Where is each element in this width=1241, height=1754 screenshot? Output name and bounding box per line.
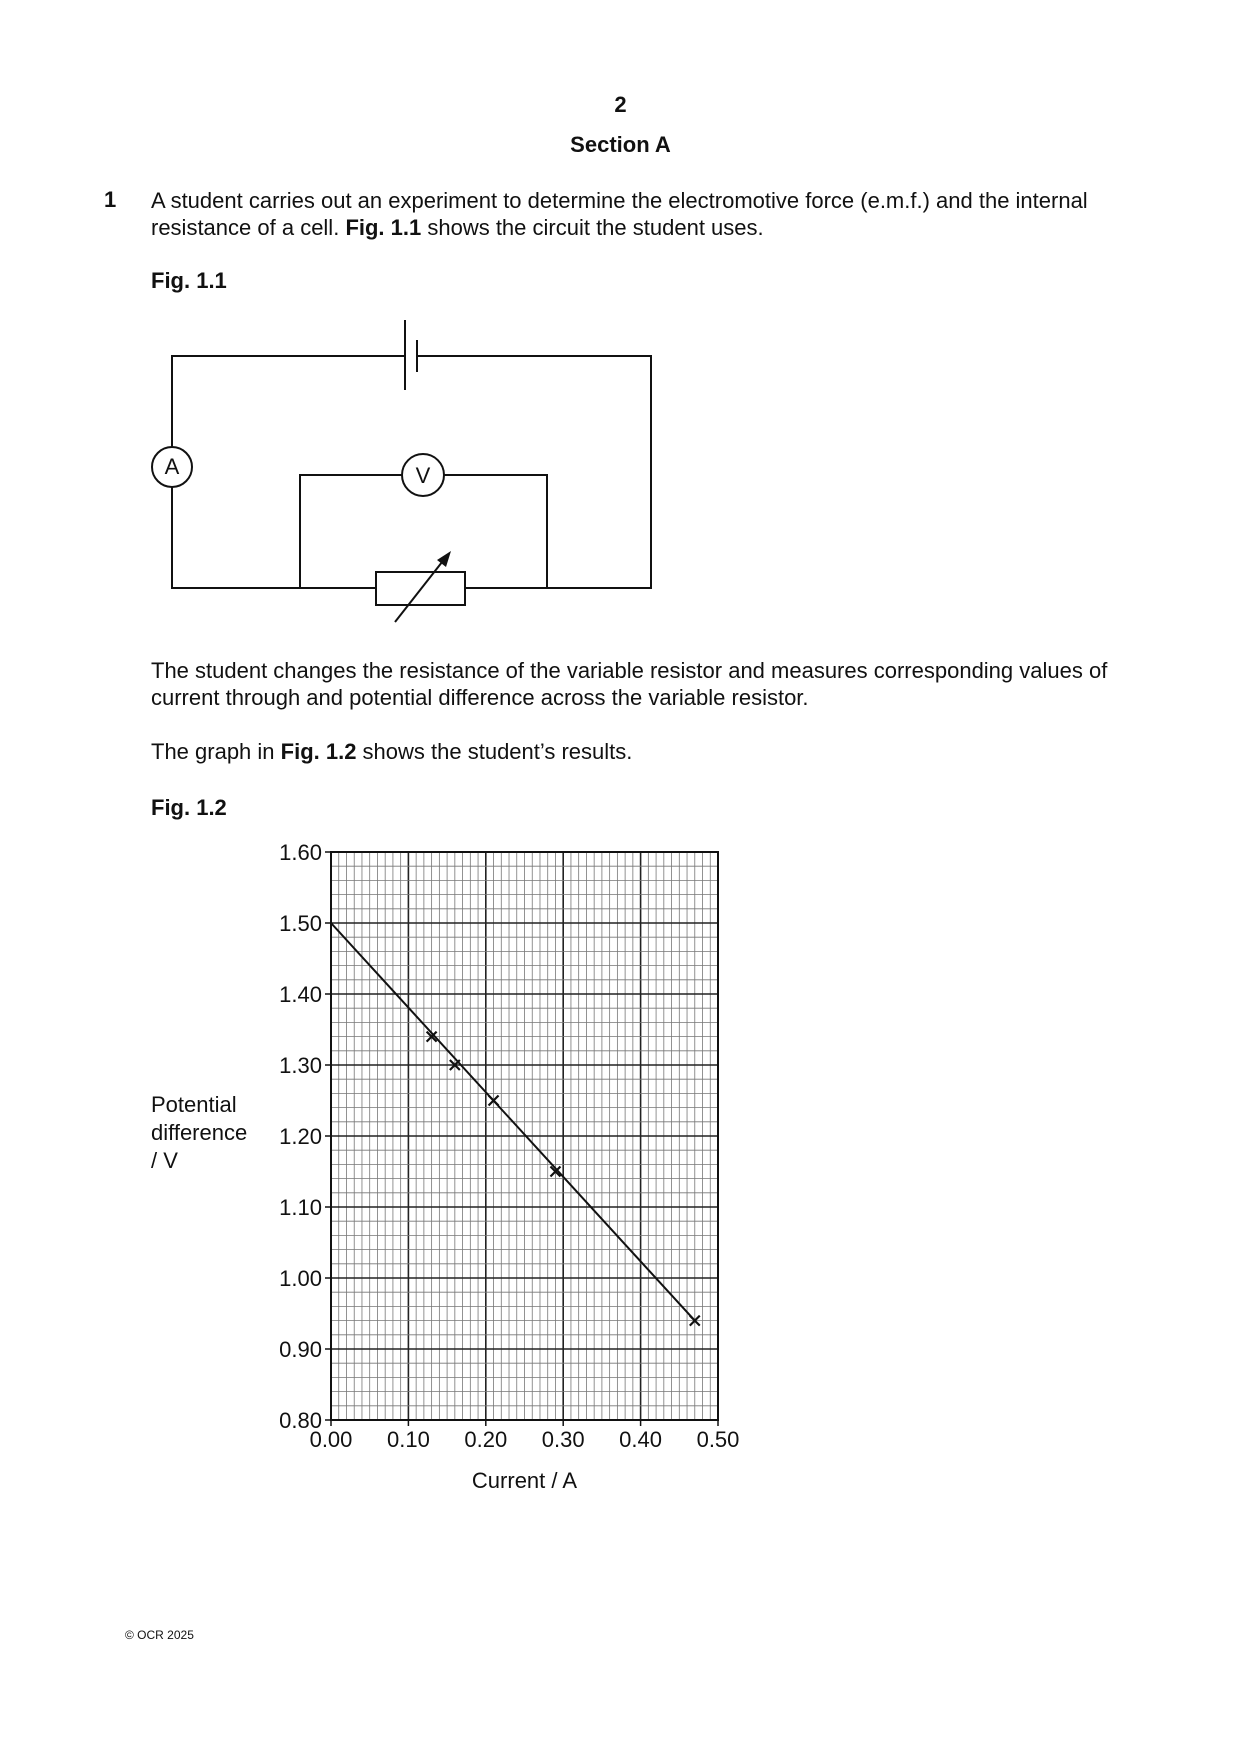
x-tick-label: 0.20	[464, 1427, 508, 1452]
variable-resistor-arrow-line	[395, 557, 446, 622]
y-axis-label-line: / V	[151, 1148, 178, 1173]
x-tick-label: 0.50	[696, 1427, 740, 1452]
y-tick-label: 1.60	[279, 840, 322, 865]
graph-intro-text-1: The graph in	[151, 739, 281, 764]
y-tick-label: 1.50	[279, 911, 322, 936]
data-point-cross	[450, 1060, 460, 1070]
voltmeter-branch-right	[444, 475, 547, 588]
question-intro	[151, 187, 1161, 241]
copyright: © OCR 2025	[125, 1628, 194, 1642]
graph-intro-text-2: shows the student’s results.	[356, 739, 633, 764]
ammeter-label: A	[164, 454, 180, 479]
ammeter-symbol	[152, 447, 192, 487]
circuit-wire-top-left	[172, 356, 405, 447]
y-tick-label: 1.40	[279, 982, 322, 1007]
question-number: 1	[104, 187, 117, 212]
graph-intro	[151, 738, 1161, 765]
fig-1-2-label: Fig. 1.2	[151, 795, 227, 820]
data-point-cross	[489, 1096, 499, 1106]
y-tick-label: 1.00	[279, 1266, 322, 1291]
x-tick-label: 0.40	[619, 1427, 663, 1452]
fig-1-1-label: Fig. 1.1	[151, 268, 227, 293]
y-tick-label: 1.30	[279, 1053, 322, 1078]
variable-resistor-arrow-head	[437, 551, 451, 567]
y-tick-label: 1.10	[279, 1195, 322, 1220]
y-axis-label-line: Potential	[151, 1092, 237, 1117]
best-fit-line	[331, 923, 695, 1321]
voltmeter-branch-left	[300, 475, 402, 588]
variable-resistor-body	[376, 572, 465, 605]
intro-text-2: shows the circuit the student uses.	[421, 215, 764, 240]
data-point-cross	[550, 1167, 560, 1177]
x-tick-label: 0.00	[309, 1427, 353, 1452]
graph-intro-fig-ref: Fig. 1.2	[280, 739, 357, 764]
section-title: Section A	[570, 132, 671, 157]
y-tick-label: 0.80	[279, 1408, 322, 1433]
circuit-wire-top-right	[417, 356, 651, 588]
x-tick-label: 0.10	[386, 1427, 430, 1452]
circuit-wire-left-bottom	[172, 487, 300, 588]
x-axis-label: Current / A	[471, 1468, 578, 1493]
experiment-description: The student changes the resistance of the variable resistor and measures corresponding values of current through and potential difference across the variable resistor.	[151, 658, 1108, 710]
voltmeter-label: V	[415, 463, 431, 488]
intro-fig-ref: Fig. 1.1	[345, 215, 422, 240]
y-tick-label: 0.90	[279, 1337, 322, 1362]
y-axis-label-line: difference	[151, 1120, 248, 1145]
data-point-cross	[690, 1316, 700, 1326]
intro-text-1: A student carries out an experiment to determine the electromotive force (e.m.f.) and the internal resistance of a cell.	[151, 188, 1088, 240]
plot-border	[331, 852, 718, 1420]
x-tick-label: 0.30	[541, 1427, 585, 1452]
data-point-cross	[427, 1032, 437, 1042]
page-number: 2	[614, 92, 627, 117]
y-tick-label: 1.20	[279, 1124, 322, 1149]
voltmeter-symbol	[402, 454, 444, 496]
